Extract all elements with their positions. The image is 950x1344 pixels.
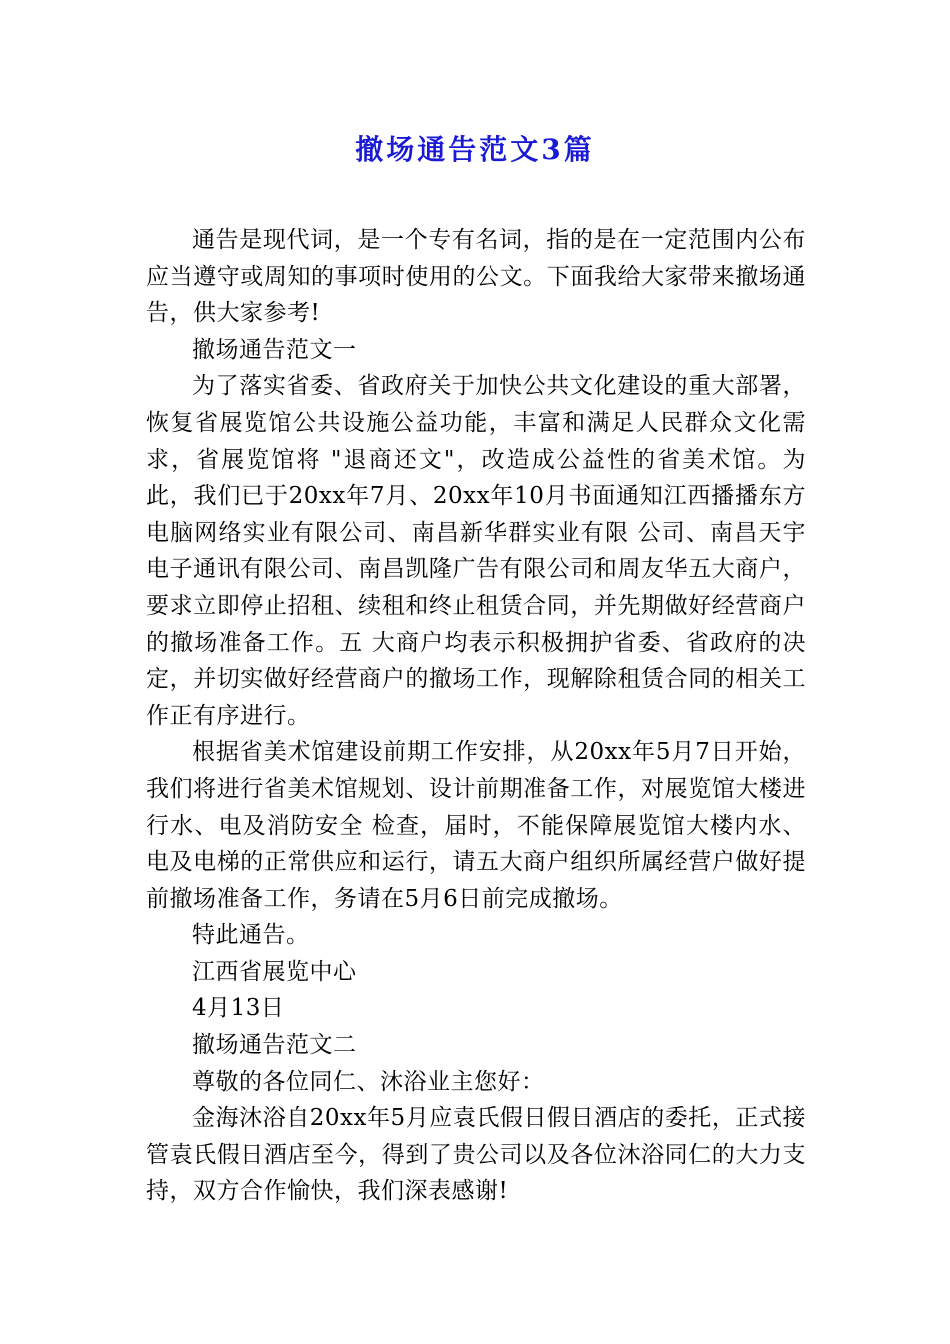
- issuer-name: 江西省展览中心: [192, 958, 357, 985]
- body-paragraph: 金海沐浴自20xx年5月应袁氏假日假日酒店的委托，正式接管袁氏假日酒店至今，得到了贵公司以及各位沐浴同仁的大力支持，双方合作愉快，我们深表感谢!: [146, 1105, 806, 1205]
- salutation: 尊敬的各位同仁、沐浴业主您好：: [192, 1068, 545, 1095]
- document-body: [146, 222, 806, 1210]
- document-title: 撤场通告范文3篇: [355, 133, 595, 166]
- body-paragraph: 根据省美术馆建设前期工作安排，从20xx年5月7日开始，我们将进行省美术馆规划、设计前期准备工作，对展览馆大楼进行水、电及消防安全 检查，届时，不能保障展览馆大楼内水、电及电梯的正常供应和运行，请五大商户组织所属经营户做好提前撤场准备工作，务请在5月6日前完成撤场。: [146, 739, 806, 912]
- issue-date: 4月13日: [192, 995, 285, 1022]
- body-paragraph: 为了落实省委、省政府关于加快公共文化建设的重大部署，恢复省展览馆公共设施公益功能，丰富和满足人民群众文化需求，省展览馆将 "退商还文"，改造成公益性的省美术馆。为此，我们已于20xx年7月、20xx年10月书面通知江西播播东方电脑网络实业有限公司、南昌新华群实业有限 公司、南昌天宇电子通讯有限公司、南昌凯隆广告有限公司和周友华五大商户，要求立即停止招租、续租和终止租赁合同，并先期做好经营商户的撤场准备工作。五 大商户均表示积极拥护省委、省政府的决定，并切实做好经营商户的撤场工作，现解除租赁合同的相关工作正有序进行。: [146, 373, 806, 729]
- closing-line: 特此通告。: [192, 922, 310, 949]
- intro-paragraph: 通告是现代词，是一个专有名词，指的是在一定范围内公布应当遵守或周知的事项时使用的公文。下面我给大家带来撤场通告，供大家参考!: [146, 227, 806, 327]
- section-heading-two: 撤场通告范文二: [192, 1032, 357, 1059]
- section-heading-one: 撤场通告范文一: [192, 336, 357, 363]
